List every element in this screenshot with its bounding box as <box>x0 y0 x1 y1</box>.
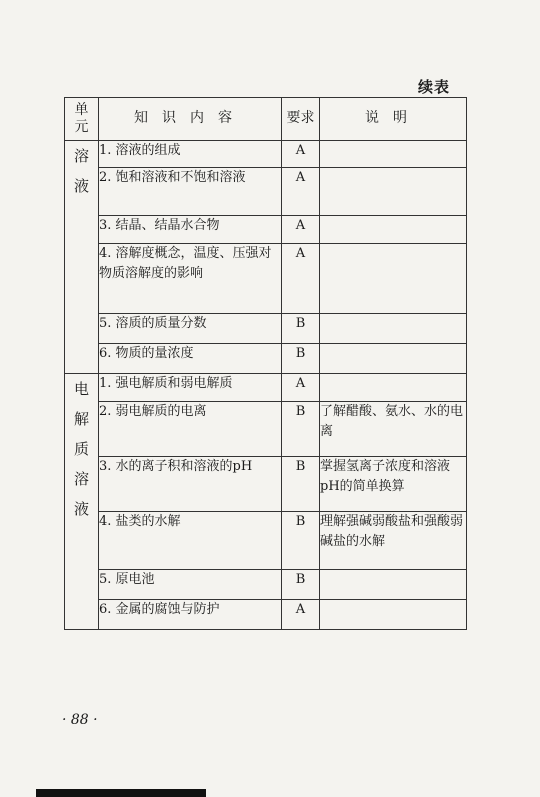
knowledge-content-cell: 3. 水的离子积和溶液的pH <box>99 457 282 512</box>
unit-name-char: 液 <box>73 500 89 518</box>
knowledge-content-cell: 4. 溶解度概念，温度、压强对物质溶解度的影响 <box>99 244 282 314</box>
unit-name-char: 溶 <box>73 147 89 165</box>
unit-name-char: 液 <box>73 177 89 195</box>
knowledge-content-cell: 5. 原电池 <box>99 570 282 600</box>
continued-table-label: 续表 <box>418 78 451 96</box>
requirement-cell: B <box>282 457 320 512</box>
table-row <box>65 314 467 344</box>
unit-name-char: 解 <box>73 410 89 428</box>
table-row <box>65 244 467 314</box>
requirement-cell: A <box>282 216 320 244</box>
requirement-cell: B <box>282 314 320 344</box>
header-unit <box>65 98 99 141</box>
requirement-cell: B <box>282 570 320 600</box>
knowledge-content-cell: 5. 溶质的质量分数 <box>99 314 282 344</box>
table-row <box>65 374 467 402</box>
requirement-cell: A <box>282 600 320 630</box>
requirement-cell: A <box>282 244 320 314</box>
knowledge-content-cell: 3. 结晶、结晶水合物 <box>99 216 282 244</box>
note-cell <box>320 374 467 402</box>
unit-name-cell <box>65 374 99 630</box>
bottom-edge-bar <box>36 789 206 797</box>
header-knowledge: 知识内容 <box>99 98 282 141</box>
page-number: · 88 · <box>62 712 98 728</box>
table-row <box>65 570 467 600</box>
table-row <box>65 402 467 457</box>
knowledge-content-cell: 1. 强电解质和弱电解质 <box>99 374 282 402</box>
note-cell: 了解醋酸、氨水、水的电离 <box>320 402 467 457</box>
requirement-cell: A <box>282 141 320 168</box>
table-row <box>65 457 467 512</box>
knowledge-content-cell: 2. 弱电解质的电离 <box>99 402 282 457</box>
table-row <box>65 216 467 244</box>
table-header-row <box>65 98 467 141</box>
table-row <box>65 600 467 630</box>
note-cell <box>320 570 467 600</box>
note-cell: 掌握氢离子浓度和溶液pH的简单换算 <box>320 457 467 512</box>
table-row <box>65 168 467 216</box>
knowledge-content-cell: 6. 物质的量浓度 <box>99 344 282 374</box>
table-row <box>65 344 467 374</box>
unit-name-cell <box>65 141 99 374</box>
knowledge-content-cell: 2. 饱和溶液和不饱和溶液 <box>99 168 282 216</box>
unit-name-char: 溶 <box>73 470 89 488</box>
note-cell <box>320 600 467 630</box>
knowledge-content-cell: 4. 盐类的水解 <box>99 512 282 570</box>
syllabus-table <box>64 97 467 630</box>
note-cell <box>320 314 467 344</box>
header-requirement: 要求 <box>282 98 320 141</box>
requirement-cell: B <box>282 344 320 374</box>
knowledge-content-cell: 6. 金属的腐蚀与防护 <box>99 600 282 630</box>
note-cell <box>320 216 467 244</box>
header-unit-line1: 单 <box>74 101 89 118</box>
header-unit-line2: 元 <box>74 119 89 135</box>
requirement-cell: B <box>282 512 320 570</box>
unit-name-char: 质 <box>73 440 89 458</box>
requirement-cell: B <box>282 402 320 457</box>
note-cell <box>320 344 467 374</box>
table-row <box>65 141 467 168</box>
requirement-cell: A <box>282 374 320 402</box>
unit-name-char: 电 <box>73 380 89 398</box>
note-cell <box>320 141 467 168</box>
table-row <box>65 512 467 570</box>
note-cell <box>320 244 467 314</box>
note-cell <box>320 168 467 216</box>
requirement-cell: A <box>282 168 320 216</box>
note-cell: 理解强碱弱酸盐和强酸弱碱盐的水解 <box>320 512 467 570</box>
knowledge-content-cell: 1. 溶液的组成 <box>99 141 282 168</box>
header-note: 说明 <box>320 98 467 141</box>
